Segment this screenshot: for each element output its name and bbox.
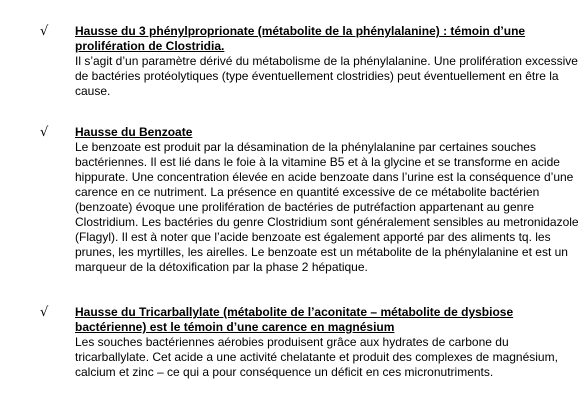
- section-body: Les souches bactériennes aérobies produisent grâce aux hydrates de carbone du tricarballylate. Cet acide a une activité chelatante et produit des complexes de magnésium, calcium et zinc – ce qui a pour conséquence un déficit en ces micronutriments.: [75, 335, 558, 379]
- checkmark-icon: √: [40, 24, 49, 39]
- section-body: Le benzoate est produit par la désamination de la phénylalanine par certaines souches bactériennes. Il est lié dans le foie à la vitamine B5 et à la glycine et se transforme en acide hippurate. Une concentration élevée en acide benzoate dans l’urine est la conséquence d’une carence en ce nutriment. La présence en quantité excessive de ce métabolite bactérien (benzoate) évoque une prolifération de bactéries de putréfaction appartenant au genre Clostridium. Les bactéries du genre Clostridium sont généralement sensibles au metronidazole (Flagyl). Il est à noter que l’acide benzoate est également apporté par des aliments tq. les prunes, les myrtilles, les airelles. Le benzoate est un métabolite de la phénylalanine et est un marqueur de la détoxification par la phase 2 hépatique.: [75, 140, 579, 274]
- section-heading: Hausse du Tricarballylate (métabolite de l’aconitate – métabolite de dysbiose bactérienne) est le témoin d’une carence en magnésium: [75, 305, 514, 334]
- section-content: [75, 305, 583, 380]
- section-content: [75, 24, 583, 99]
- section-content: [75, 125, 583, 275]
- checkmark-icon: √: [40, 305, 49, 320]
- section-body: Il s’agit d’un paramètre dérivé du métabolisme de la phénylalanine. Une prolifération excessive de bactéries protéolytiques (type éventuellement clostridies) peut éventuellement en être la cause.: [75, 54, 578, 98]
- section-heading: Hausse du 3 phénylproprionate (métabolite de la phénylalanine) : témoin d’une prolifération de Clostridia.: [75, 24, 526, 53]
- section-heading: Hausse du Benzoate: [75, 125, 193, 139]
- checkmark-icon: √: [40, 125, 49, 140]
